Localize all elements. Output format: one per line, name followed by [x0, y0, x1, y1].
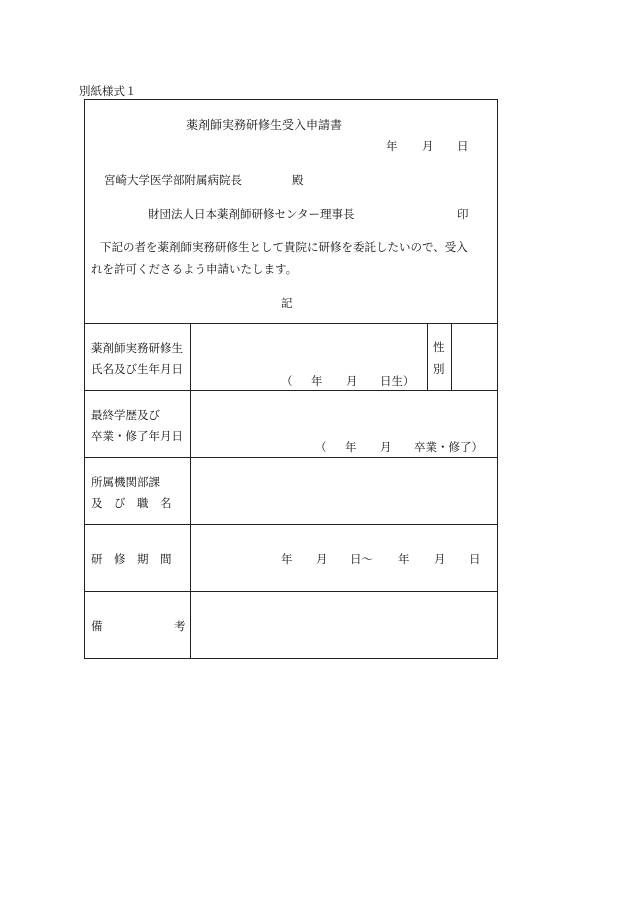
grad-year: 年: [345, 440, 357, 454]
period-from-day: 日～: [350, 552, 373, 566]
gender-label-line1: 性: [433, 340, 445, 354]
row-divider-1: [84, 390, 498, 391]
period-label: 研 修 期 間: [91, 552, 172, 566]
birth-open-paren: （: [281, 374, 293, 388]
birth-month: 月: [346, 374, 358, 388]
form-label: 別紙様式１: [79, 84, 137, 98]
form-title: 薬剤師実務研修生受入申請書: [186, 118, 343, 132]
affiliation-label-line2: 及 び 職 名: [91, 496, 172, 510]
grad-open-paren: （: [315, 440, 327, 454]
period-from-year: 年: [281, 552, 293, 566]
education-label-line2: 卒業・修了年月日: [91, 429, 183, 443]
grad-month: 月: [380, 440, 392, 454]
ki-heading: 記: [281, 296, 293, 310]
applicant-name: 財団法人日本薬剤師研修センター理事長: [148, 207, 355, 221]
trainee-label-line1: 薬剤師実務研修生: [91, 341, 183, 355]
seal-mark: 印: [457, 207, 469, 221]
remarks-label-left: 備: [91, 619, 103, 633]
period-to-month: 月: [434, 552, 446, 566]
body-text-line2: れを許可くださるよう申請いたします。: [91, 262, 298, 276]
date-day: 日: [457, 139, 469, 153]
addressee-name: 宮崎大学医学部附属病院長: [104, 173, 242, 187]
label-column-divider: [190, 323, 191, 659]
row-divider-3: [84, 524, 498, 525]
date-year: 年: [386, 139, 398, 153]
period-to-year: 年: [398, 552, 410, 566]
affiliation-label-line1: 所属機関部課: [91, 475, 160, 489]
gender-label-line2: 別: [433, 362, 445, 376]
period-to-day: 日: [469, 552, 481, 566]
addressee-honorific: 殿: [292, 173, 304, 187]
birth-day: 日生）: [380, 374, 415, 388]
row-divider-4: [84, 591, 498, 592]
remarks-label-right: 考: [174, 619, 186, 633]
gender-label-divider: [427, 323, 428, 390]
row-divider-2: [84, 457, 498, 458]
period-from-month: 月: [316, 552, 328, 566]
gender-value-divider: [451, 323, 452, 390]
birth-year: 年: [311, 374, 323, 388]
grad-status: 卒業・修了）: [414, 440, 483, 454]
body-text-line1: 下記の者を薬剤師実務研修生として貴院に研修を委託したいので、受入: [100, 240, 468, 254]
education-label-line1: 最終学歴及び: [91, 408, 160, 422]
date-month: 月: [422, 139, 434, 153]
table-top-border: [84, 323, 498, 324]
trainee-label-line2: 氏名及び生年月日: [91, 362, 183, 376]
